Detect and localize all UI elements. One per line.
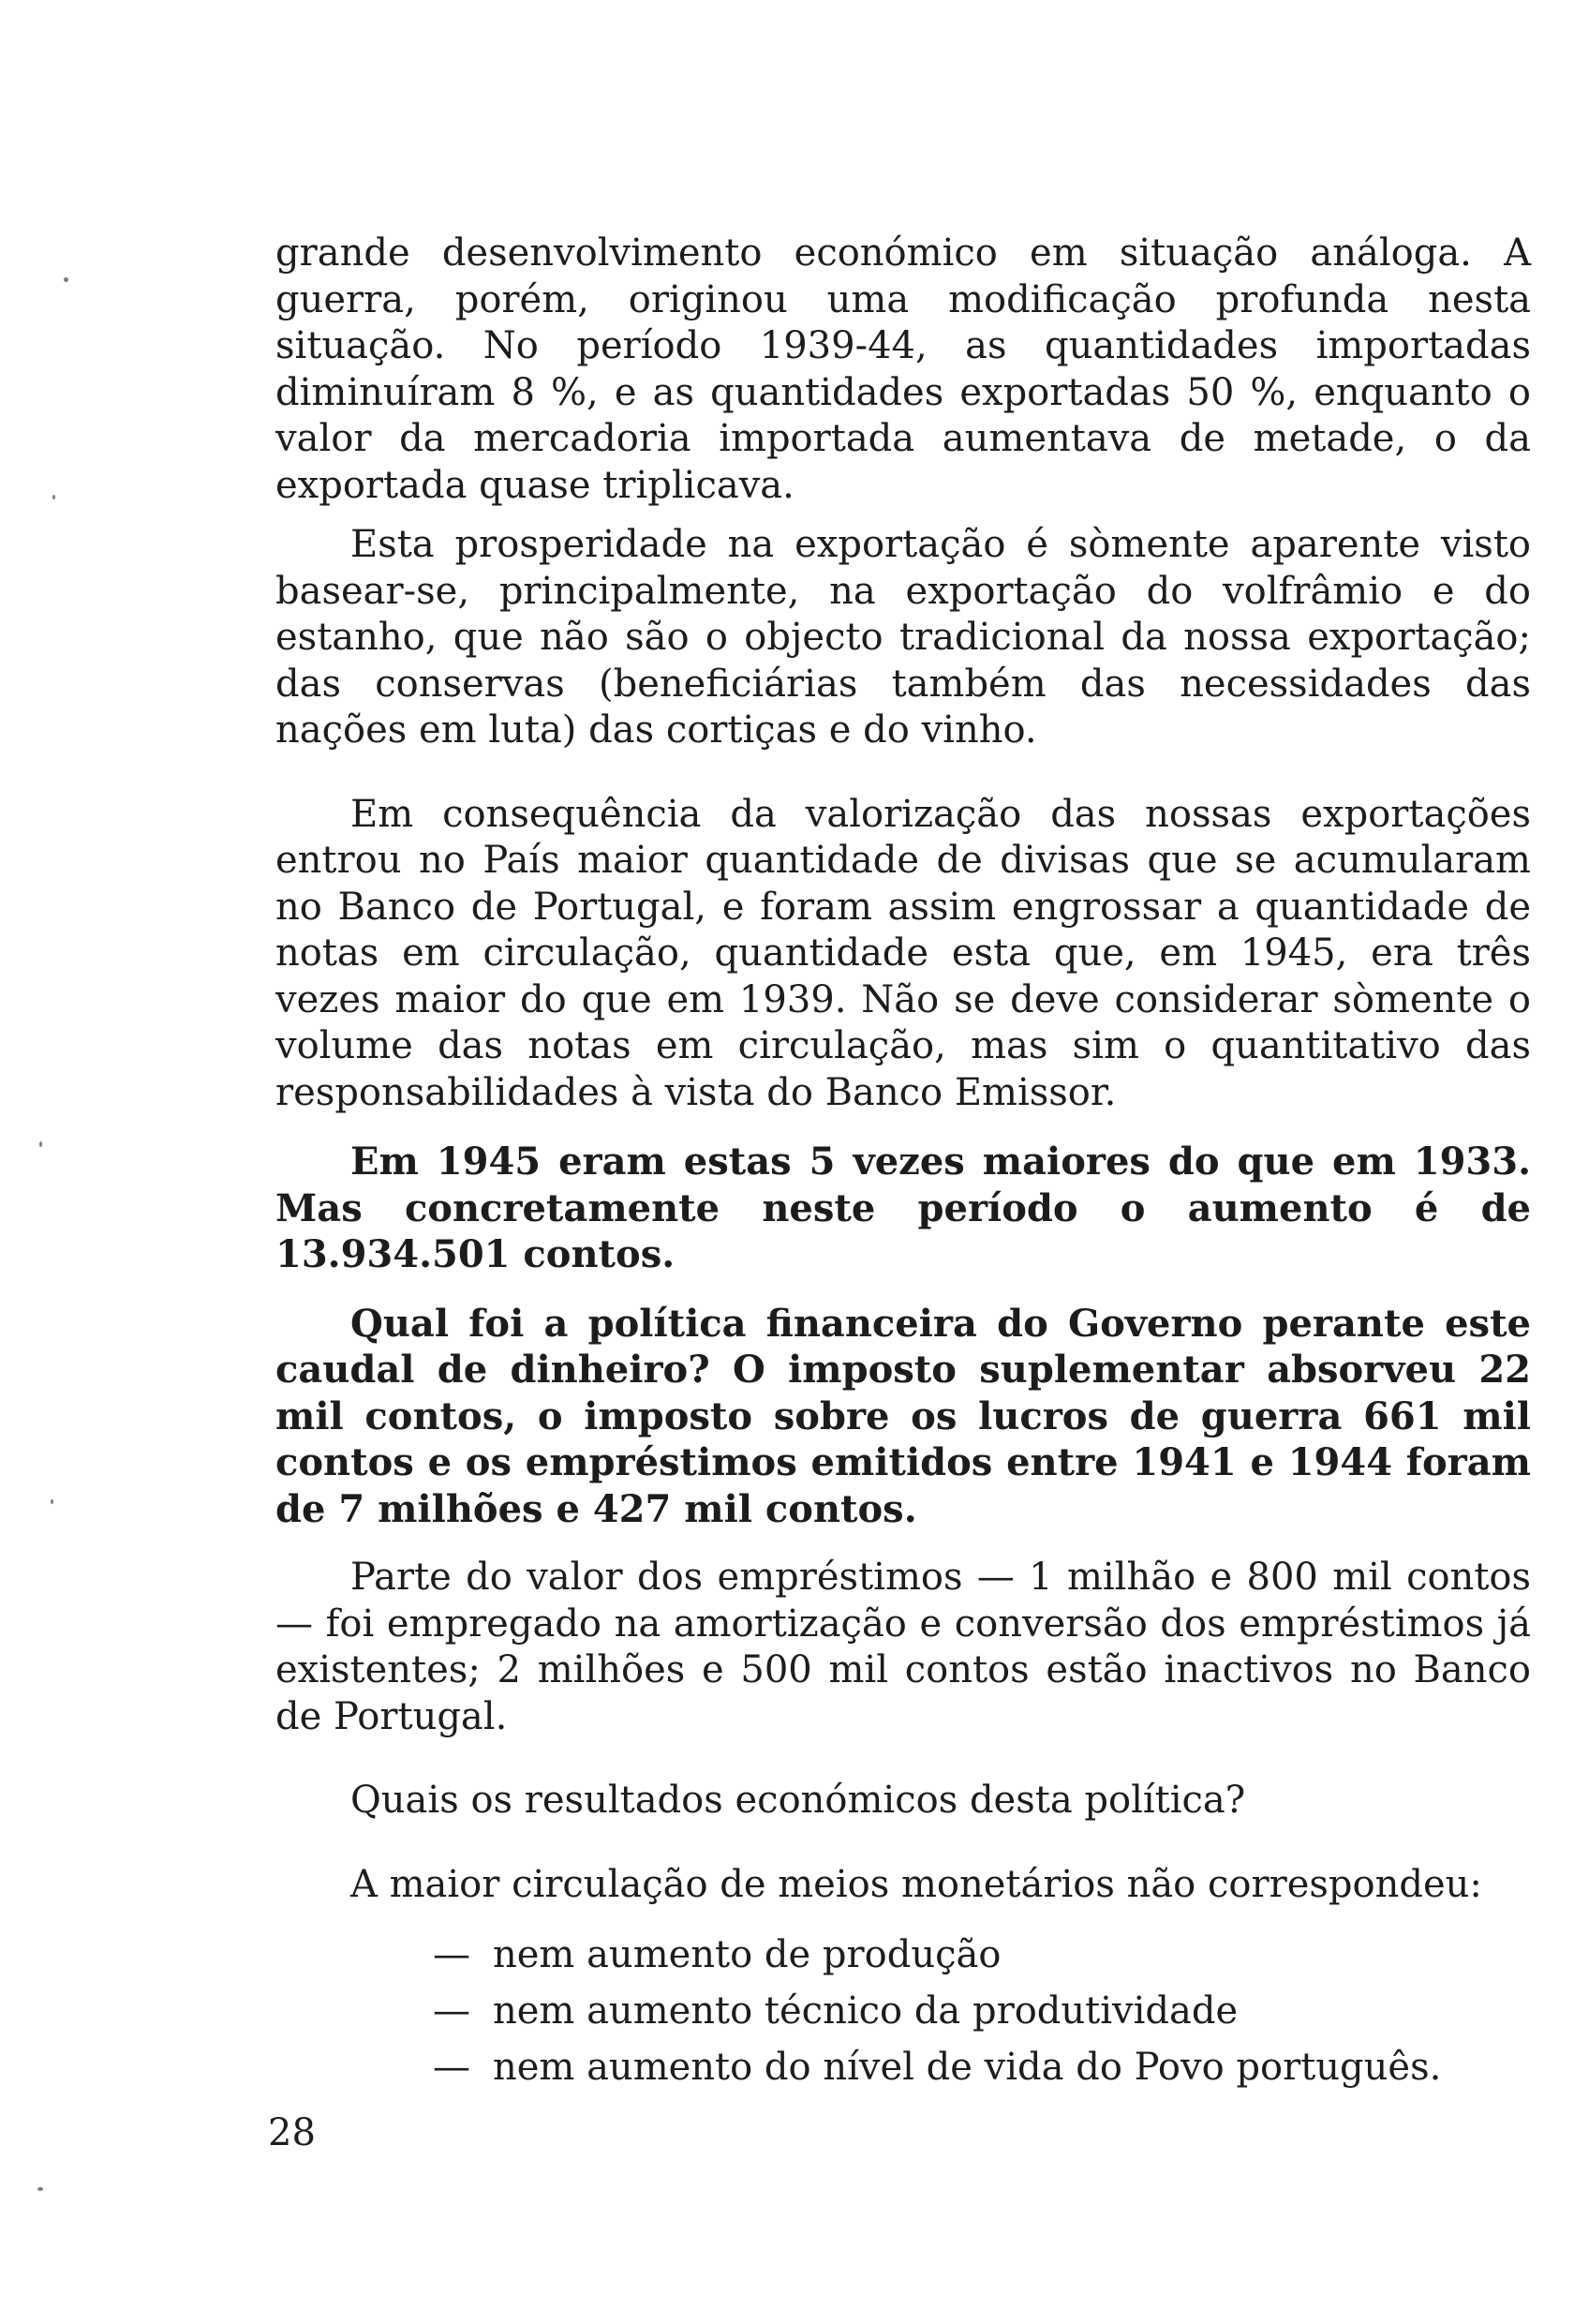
paragraph-1: grande desenvolvimento económico em situação análoga. A guerra, porém, originou uma modificação profunda nesta situação. No período 1939-44, as quantidades importadas diminuíram 8 %, e as quantidades exportadas 50 %, enquanto o valor da mercadoria importada aumentava de metade, o da exportada quase triplicava. — [275, 231, 1531, 507]
paragraph-5: Qual foi a política financeira do Governo perante este caudal de dinheiro? O imposto suplementar absorveu 22 mil contos, o imposto sobre os lucros de guerra 661 mil contos e os empréstimos emitidos entre 1941 e 1944 foram de 7 milhões e 427 mil contos. — [275, 1301, 1531, 1531]
paragraph-4: Em 1945 eram estas 5 vezes maiores do que em 1933. Mas concretamente neste período o aumento é de 13.934.501 contos. — [275, 1140, 1531, 1276]
scan-speck — [51, 1499, 53, 1504]
paragraph-8: A maior circulação de meios monetários não correspondeu: — [350, 1862, 1482, 1906]
dash-bullet: — — [433, 1989, 470, 2033]
page-number: 28 — [268, 2111, 316, 2154]
list-item — [433, 2043, 1531, 2092]
list-item — [433, 1930, 1531, 1979]
list-item-text: nem aumento técnico da produtividade — [493, 1989, 1239, 2033]
scan-speck — [64, 277, 68, 282]
scan-speck — [39, 1141, 42, 1147]
paragraph-2: Esta prosperidade na exportação é sòmente aparente visto basear-se, principalmente, na exportação do volfrâmio e do estanho, que não são o objecto tradicional da nossa exportação; das conservas (beneficiárias também das necessidades das nações em luta) das cortiças e do vinho. — [275, 523, 1531, 752]
dash-bullet: — — [433, 1933, 470, 1976]
list-item-text: nem aumento de produção — [493, 1933, 1002, 1976]
list-item-text: nem aumento do nível de vida do Povo português. — [493, 2046, 1442, 2089]
paragraph-6: Parte do valor dos empréstimos — 1 milhão e 800 mil contos — foi empregado na amortização e conversão dos empréstimos já existentes; 2 milhões e 500 mil contos estão inactivos no Banco de Portugal. — [275, 1556, 1531, 1738]
consequences-list — [275, 1930, 1531, 2092]
paragraph-3: Em consequência da valorização das nossas exportações entrou no País maior quantidade de divisas que se acumularam no Banco de Portugal, e foram assim engrossar a quantidade de notas em circulação, quantidade esta que, em 1945, era três vezes maior do que em 1939. Não se deve considerar sòmente o volume das notas em circulação, mas sim o quantitativo das responsabilidades à vista do Banco Emissor. — [275, 792, 1531, 1114]
body-text — [275, 231, 1531, 2092]
paragraph-7: Quais os resultados económicos desta política? — [350, 1779, 1246, 1822]
list-item — [433, 1987, 1531, 2035]
scan-speck — [37, 2187, 43, 2191]
dash-bullet: — — [433, 2046, 470, 2089]
scan-speck — [52, 495, 55, 499]
